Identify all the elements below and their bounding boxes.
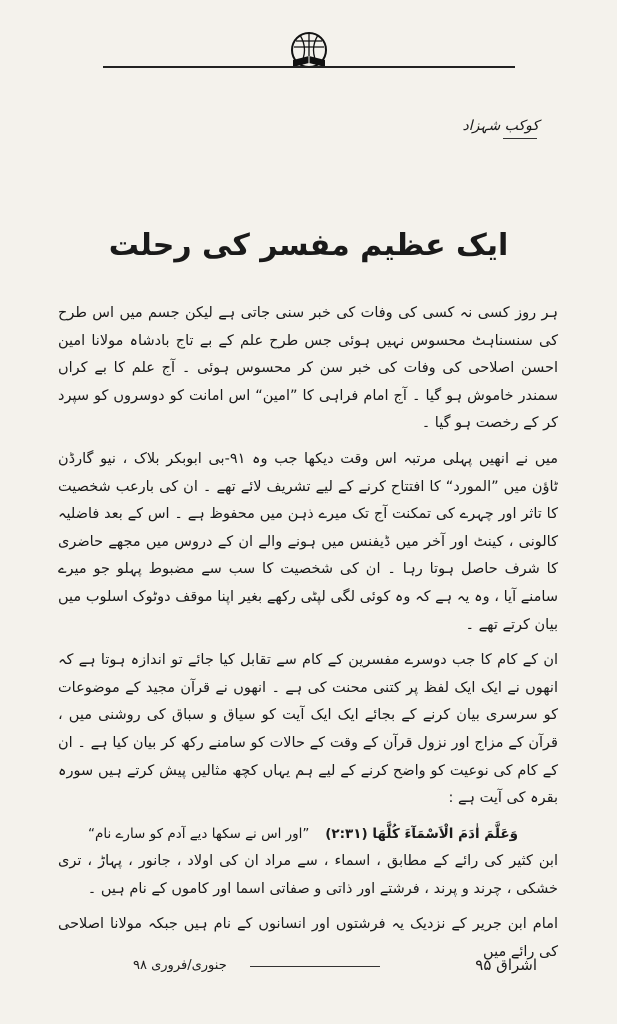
issue-label: جنوری/فروری ۹۸ <box>133 958 227 973</box>
paragraph: امام ابن جریر کے نزدیک یہ فرشتوں اور انسانوں کے نام ہیں جبکہ مولانا اصلاحی کی رائے میں <box>58 916 558 961</box>
header-rule <box>103 66 515 68</box>
author-underline <box>503 138 537 139</box>
paragraph: ہر روز کسی نہ کسی کی وفات کی خبر سنی جاتی ہے لیکن جسم میں اس طرح کی سنسناہٹ محسوس نہیں ہوئی جس طرح علم کے بے تاج بادشاہ مولانا امین احسن اصلاحی کی وفات کی خبر سن کر محسوس ہوئی ۔ آج علم کا بے کراں سمندر خاموش ہو گیا ۔ آج امام فراہی کا ”امین“ اس امانت کو دوسروں کو سپرد کر کے رخصت ہو گیا ۔ <box>58 305 558 432</box>
article-body <box>58 300 558 975</box>
verse-translation: ”اور اس نے سکھا دیے آدم کو سارے نام“ <box>88 825 310 842</box>
footer-rule <box>250 966 380 967</box>
article-title: ایک عظیم مفسر کی رحلت <box>108 228 509 263</box>
paragraph: ان کے کام کا جب دوسرے مفسرین کے کام سے تقابل کیا جائے تو اندازہ ہوتا ہے کہ انھوں نے ایک ایک لفظ پر کتنی محنت کی ہے ۔ انھوں نے قرآن مجید کے موضوعات کو سرسری بیان کرنے کے بجائے ایک ایک آیت کو سیاق و سباق کی روشنی میں ، قرآن کے مزاج اور نزول قرآن کے وقت کے حالات کو سامنے رکھ کر بیان کیا ہے ۔ ان کے کام کی نوعیت کو واضح کرنے کے لیے ہم یہاں کچھ مثالیں پیش کرتے ہیں سورہ بقرہ کی آیت ہے : <box>58 652 558 807</box>
journal-page-label: اشراق ۹۵ <box>475 956 537 974</box>
paragraph: میں نے انھیں پہلی مرتبہ اس وقت دیکھا جب وہ ۹۱-بی ابوبکر بلاک ، نیو گارڈن ٹاؤن میں ”المورد“ کا افتتاح کرنے کے لیے تشریف لائے تھے ۔ ان کی بارعب شخصیت کا تاثر اور چہرے کی تمکنت آج تک میرے ذہن میں محفوظ ہے ۔ اس کے بعد فاضلیہ کالونی ، کینٹ اور آخر میں ڈیفنس میں ہونے والے ان کے دروس میں مجھے حاضری کا شرف حاصل ہوتا رہا ۔ ان کی شخصیت کا سب سے مضبوط پہلو جو میرے سامنے آیا ، وہ یہ ہے کہ وہ کوئی لگی لپٹی رکھے بغیر اپنا موقف دوٹوک اسلوب میں بیان کرتے تھے ۔ <box>58 450 558 633</box>
author-name: کوکب شہزاد <box>462 118 539 134</box>
quranic-verse <box>58 821 558 849</box>
paragraph: ابن کثیر کی رائے کے مطابق ، اسماء ، سے مراد ان کی اولاد ، جانور ، پہاڑ ، تری خشکی ، چرند و پرند ، فرشتے اور ذاتی و صفاتی اسما اور کاموں کے نام ہیں ۔ <box>58 853 558 897</box>
verse-arabic: وَعَلَّمَ اٰدَمَ الْاَسْمَآءَ کُلَّهَا (۲:۳۱) <box>325 825 518 842</box>
